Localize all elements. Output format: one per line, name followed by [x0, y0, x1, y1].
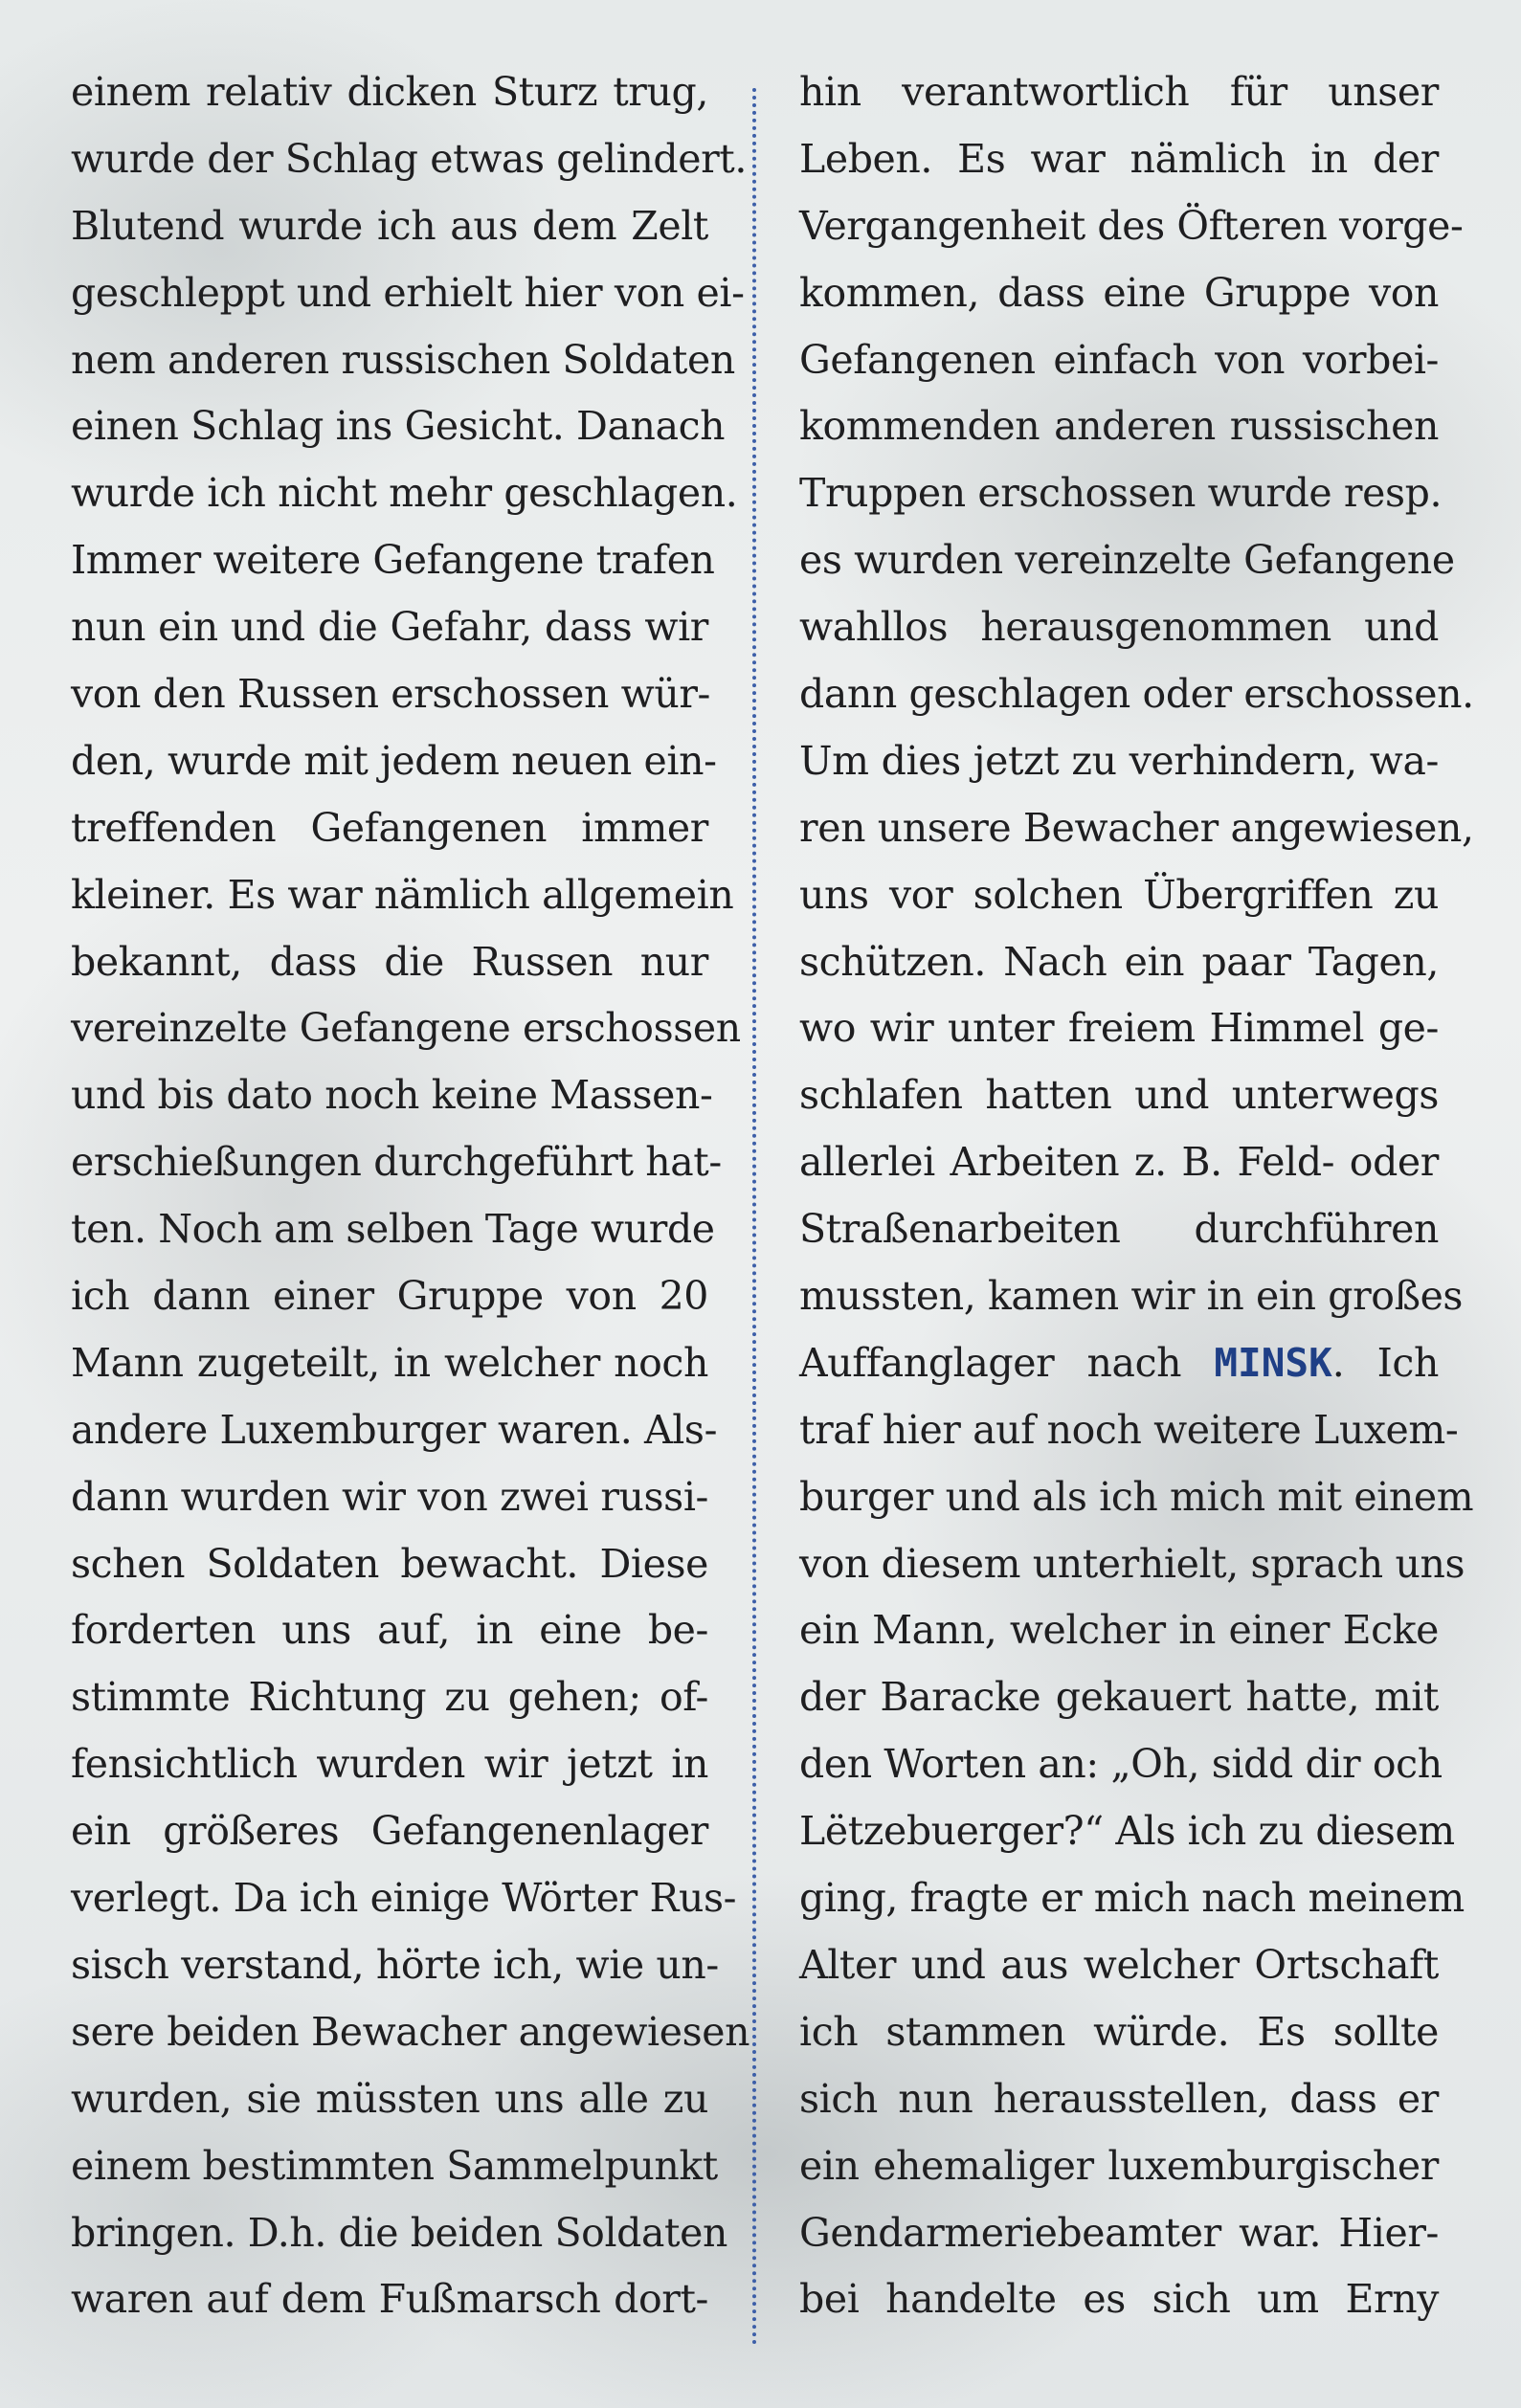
text-line: Gendarmeriebeamter war. Hier- — [799, 2209, 1439, 2256]
text-line: mussten, kamen wir in ein großes — [799, 1273, 1464, 1320]
text-line: einem bestimmten Sammelpunkt — [71, 2142, 718, 2189]
text-line: dann geschlagen oder erschossen. — [799, 671, 1474, 718]
text-line: Blutend wurde ich aus dem Zelt — [71, 202, 708, 249]
text-line: waren auf dem Fußmarsch dort- — [71, 2276, 708, 2323]
text-line: bei handelte es sich um Erny — [799, 2276, 1439, 2323]
text-line: wurden, sie müssten uns alle zu — [71, 2075, 708, 2122]
text-line: forderten uns auf, in eine be- — [71, 1607, 708, 1654]
text-line: bringen. D.h. die beiden Soldaten — [71, 2209, 728, 2256]
text-segment: . Ich — [1331, 1339, 1439, 1386]
text-line: burger und als ich mich mit einem — [799, 1473, 1474, 1520]
text-line: Immer weitere Gefangene trafen — [71, 537, 715, 584]
text-line: es wurden vereinzelte Gefangene — [799, 537, 1455, 584]
text-line: ten. Noch am selben Tage wurde — [71, 1206, 715, 1253]
text-line: Leben. Es war nämlich in der — [799, 135, 1439, 182]
text-line: Mann zugeteilt, in welcher noch — [71, 1339, 708, 1386]
column-divider — [752, 88, 756, 2347]
text-line: hin verantwortlich für unser — [799, 69, 1439, 115]
text-line: ging, fragte er mich nach meinem — [799, 1875, 1465, 1922]
text-line: sisch verstand, hörte ich, wie un- — [71, 1941, 719, 1988]
text-line: andere Luxemburger waren. Als- — [71, 1406, 718, 1453]
right-text-column — [799, 59, 1474, 2333]
text-line: sere beiden Bewacher angewiesen — [71, 2008, 750, 2055]
text-line: kommen, dass eine Gruppe von — [799, 269, 1439, 316]
text-line: der Baracke gekauert hatte, mit — [799, 1674, 1439, 1721]
text-line: stimmte Richtung zu gehen; of- — [71, 1674, 708, 1721]
text-line: geschleppt und erhielt hier von ei- — [71, 269, 745, 316]
text-line-minsk — [799, 1330, 1439, 1397]
text-line: schen Soldaten bewacht. Diese — [71, 1540, 708, 1587]
text-line: verlegt. Da ich einige Wörter Rus- — [71, 1875, 737, 1922]
text-line: dann wurden wir von zwei russi- — [71, 1473, 708, 1520]
text-line: schlafen hatten und unterwegs — [799, 1072, 1439, 1119]
text-line: bekannt, dass die Russen nur — [71, 938, 708, 985]
text-line: wurde ich nicht mehr geschlagen. — [71, 470, 738, 517]
text-line: Gefangenen einfach von vorbei- — [799, 336, 1439, 383]
text-line: von diesem unterhielt, sprach uns — [799, 1540, 1465, 1587]
text-line: ich stammen würde. Es sollte — [799, 2008, 1439, 2055]
text-line: treffenden Gefangenen immer — [71, 804, 708, 851]
text-line: von den Russen erschossen wür- — [71, 671, 710, 718]
text-line: ein ehemaliger luxemburgischer — [799, 2142, 1439, 2189]
text-line: allerlei Arbeiten z. B. Feld- oder — [799, 1139, 1439, 1186]
text-line: nun ein und die Gefahr, dass wir — [71, 604, 708, 651]
text-line: Um dies jetzt zu verhindern, wa- — [799, 737, 1439, 784]
text-line: ich dann einer Gruppe von 20 — [71, 1273, 708, 1320]
text-line: und bis dato noch keine Massen- — [71, 1072, 713, 1119]
text-line: traf hier auf noch weitere Luxem- — [799, 1406, 1459, 1453]
place-name-minsk: MINSK — [1214, 1339, 1332, 1386]
text-line: einen Schlag ins Gesicht. Danach — [71, 403, 726, 450]
text-line: sich nun herausstellen, dass er — [799, 2075, 1439, 2122]
text-line: ren unsere Bewacher angewiesen, — [799, 804, 1474, 851]
text-line: fensichtlich wurden wir jetzt in — [71, 1741, 708, 1788]
text-line: wo wir unter freiem Himmel ge- — [799, 1005, 1439, 1052]
text-line: kleiner. Es war nämlich allgemein — [71, 871, 734, 918]
text-line: Alter und aus welcher Ortschaft — [799, 1941, 1439, 1988]
text-line: ein größeres Gefangenenlager — [71, 1808, 708, 1855]
text-line: wurde der Schlag etwas gelindert. — [71, 135, 747, 182]
left-text-column — [71, 59, 750, 2333]
text-line: kommenden anderen russischen — [799, 403, 1439, 450]
text-line: uns vor solchen Übergriffen zu — [799, 871, 1439, 918]
text-line: nem anderen russischen Soldaten — [71, 336, 735, 383]
text-line: wahllos herausgenommen und — [799, 604, 1439, 651]
text-line: einem relativ dicken Sturz trug, — [71, 69, 708, 115]
text-line: Lëtzebuerger?“ Als ich zu diesem — [799, 1808, 1455, 1855]
text-line: den, wurde mit jedem neuen ein- — [71, 737, 717, 784]
text-line: Vergangenheit des Öfteren vorge- — [799, 202, 1464, 249]
text-line: vereinzelte Gefangene erschossen — [71, 1005, 741, 1052]
text-line: Straßenarbeiten durchführen — [799, 1206, 1439, 1253]
text-segment: Auffanglager nach — [799, 1339, 1215, 1386]
text-line: Truppen erschossen wurde resp. — [799, 470, 1443, 517]
text-line: ein Mann, welcher in einer Ecke — [799, 1607, 1439, 1654]
text-line: schützen. Nach ein paar Tagen, — [799, 938, 1439, 985]
text-line: erschießungen durchgeführt hat- — [71, 1139, 722, 1186]
text-line: den Worten an: „Oh, sidd dir och — [799, 1741, 1443, 1788]
